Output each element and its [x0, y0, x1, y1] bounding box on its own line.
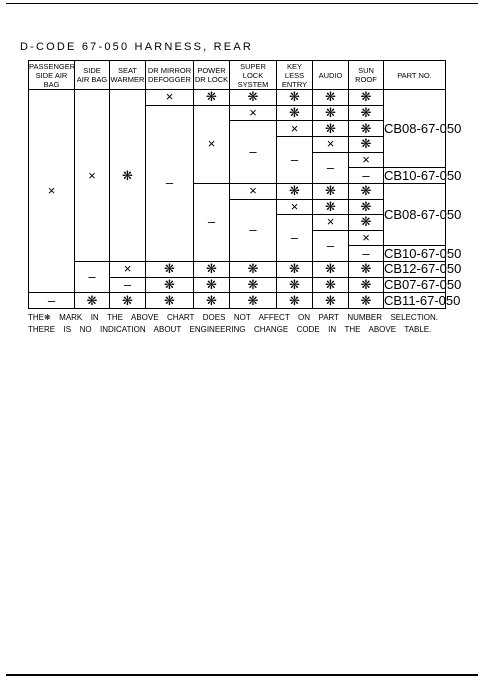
dash-mark: – — [313, 230, 349, 261]
cross-mark: × — [313, 137, 349, 153]
cross-mark: × — [349, 230, 384, 246]
asterisk-mark: ❋ — [349, 262, 384, 278]
asterisk-mark: ❋ — [110, 90, 146, 262]
dash-mark: – — [313, 152, 349, 183]
asterisk-mark: ❋ — [194, 293, 230, 309]
asterisk-mark: ❋ — [277, 105, 313, 121]
asterisk-mark: ❋ — [313, 105, 349, 121]
dash-mark: – — [110, 277, 146, 293]
asterisk-mark: ❋ — [349, 293, 384, 309]
asterisk-mark: ❋ — [230, 293, 277, 309]
cross-mark: × — [313, 215, 349, 231]
dash-mark: – — [29, 293, 75, 309]
asterisk-mark: ❋ — [146, 262, 194, 278]
asterisk-mark: ❋ — [146, 293, 194, 309]
part-number: CB08-67-050 — [384, 183, 446, 246]
table-row — [29, 293, 446, 309]
col-header-dr-mirror-defogger: DR MIRROR DEFOGGER — [146, 61, 194, 90]
note-asterisk: THE❋ MARK IN THE ABOVE CHART DOES NOT AFFECT ON PART NUMBER SELECTION. — [28, 313, 439, 322]
page-title: D-CODE 67-050 HARNESS, REAR — [20, 41, 254, 53]
asterisk-mark: ❋ — [230, 262, 277, 278]
top-rule — [6, 3, 478, 4]
dash-mark: – — [230, 199, 277, 262]
cross-mark: × — [194, 105, 230, 183]
asterisk-mark: ❋ — [349, 215, 384, 231]
header-row — [29, 61, 446, 90]
asterisk-mark: ❋ — [313, 121, 349, 137]
cross-mark: × — [146, 90, 194, 106]
dash-mark: – — [194, 183, 230, 261]
col-header-audio: AUDIO — [313, 61, 349, 90]
asterisk-mark: ❋ — [277, 262, 313, 278]
part-number: CB11-67-050 — [384, 292, 461, 308]
asterisk-mark: ❋ — [313, 90, 349, 106]
part-number: CB10-67-050 — [384, 245, 462, 261]
col-header-side-air-bag: SIDE AIR BAG — [75, 61, 110, 90]
asterisk-mark: ❋ — [349, 199, 384, 215]
asterisk-mark: ❋ — [277, 293, 313, 309]
asterisk-mark: ❋ — [313, 277, 349, 293]
part-number: CB10-67-050 — [384, 167, 462, 183]
col-header-part-no: PART NO. — [384, 61, 446, 90]
cross-mark: × — [230, 183, 277, 199]
dash-mark: – — [277, 215, 313, 262]
cross-mark: × — [349, 152, 384, 168]
col-header-seat-warmer: SEAT WARMER — [110, 61, 146, 90]
cross-mark: × — [230, 105, 277, 121]
dash-mark: – — [230, 121, 277, 184]
cross-mark: × — [110, 262, 146, 278]
part-number-table — [28, 60, 462, 309]
asterisk-mark: ❋ — [146, 277, 194, 293]
col-header-power-dr-lock: POWER DR LOCK — [194, 61, 230, 90]
cross-mark: × — [277, 199, 313, 215]
asterisk-mark: ❋ — [349, 277, 384, 293]
col-header-sun-roof: SUN ROOF — [349, 61, 384, 90]
cross-mark: × — [29, 90, 75, 293]
asterisk-mark: ❋ — [349, 121, 384, 137]
bottom-rule — [6, 674, 478, 676]
asterisk-mark: ❋ — [230, 90, 277, 106]
asterisk-mark: ❋ — [313, 199, 349, 215]
asterisk-mark: ❋ — [277, 277, 313, 293]
asterisk-mark: ❋ — [349, 90, 384, 106]
dash-mark: – — [146, 105, 194, 261]
dash-mark: – — [277, 137, 313, 184]
dash-mark: – — [349, 168, 384, 184]
asterisk-mark: ❋ — [349, 105, 384, 121]
asterisk-mark: ❋ — [194, 90, 230, 106]
col-header-super-lock-system: SUPER LOCK SYSTEM — [230, 61, 277, 90]
asterisk-mark: ❋ — [110, 293, 146, 309]
asterisk-mark: ❋ — [194, 262, 230, 278]
asterisk-mark: ❋ — [313, 183, 349, 199]
asterisk-mark: ❋ — [313, 293, 349, 309]
asterisk-mark: ❋ — [194, 277, 230, 293]
dash-mark: – — [349, 246, 384, 262]
part-number: CB08-67-050 — [384, 90, 446, 168]
asterisk-mark: ❋ — [277, 90, 313, 106]
note-engineering-change: THERE IS NO INDICATION ABOUT ENGINEERING CHANGE CODE IN THE ABOVE TABLE. — [28, 325, 432, 334]
table-row — [29, 90, 446, 106]
cross-mark: × — [75, 90, 110, 262]
asterisk-mark: ❋ — [349, 183, 384, 199]
asterisk-mark: ❋ — [75, 293, 110, 309]
asterisk-mark: ❋ — [349, 137, 384, 153]
table-row — [29, 262, 446, 278]
col-header-keyless-entry: KEY LESS ENTRY — [277, 61, 313, 90]
asterisk-mark: ❋ — [313, 262, 349, 278]
cross-mark: × — [277, 121, 313, 137]
dash-mark: – — [75, 262, 110, 293]
part-number: CB12-67-050 — [384, 261, 462, 277]
part-number: CB07-67-050 — [384, 276, 462, 292]
asterisk-mark: ❋ — [230, 277, 277, 293]
col-header-passenger-side-air-bag: PASSENGER SIDE AIR BAG — [29, 61, 76, 89]
asterisk-mark: ❋ — [277, 183, 313, 199]
